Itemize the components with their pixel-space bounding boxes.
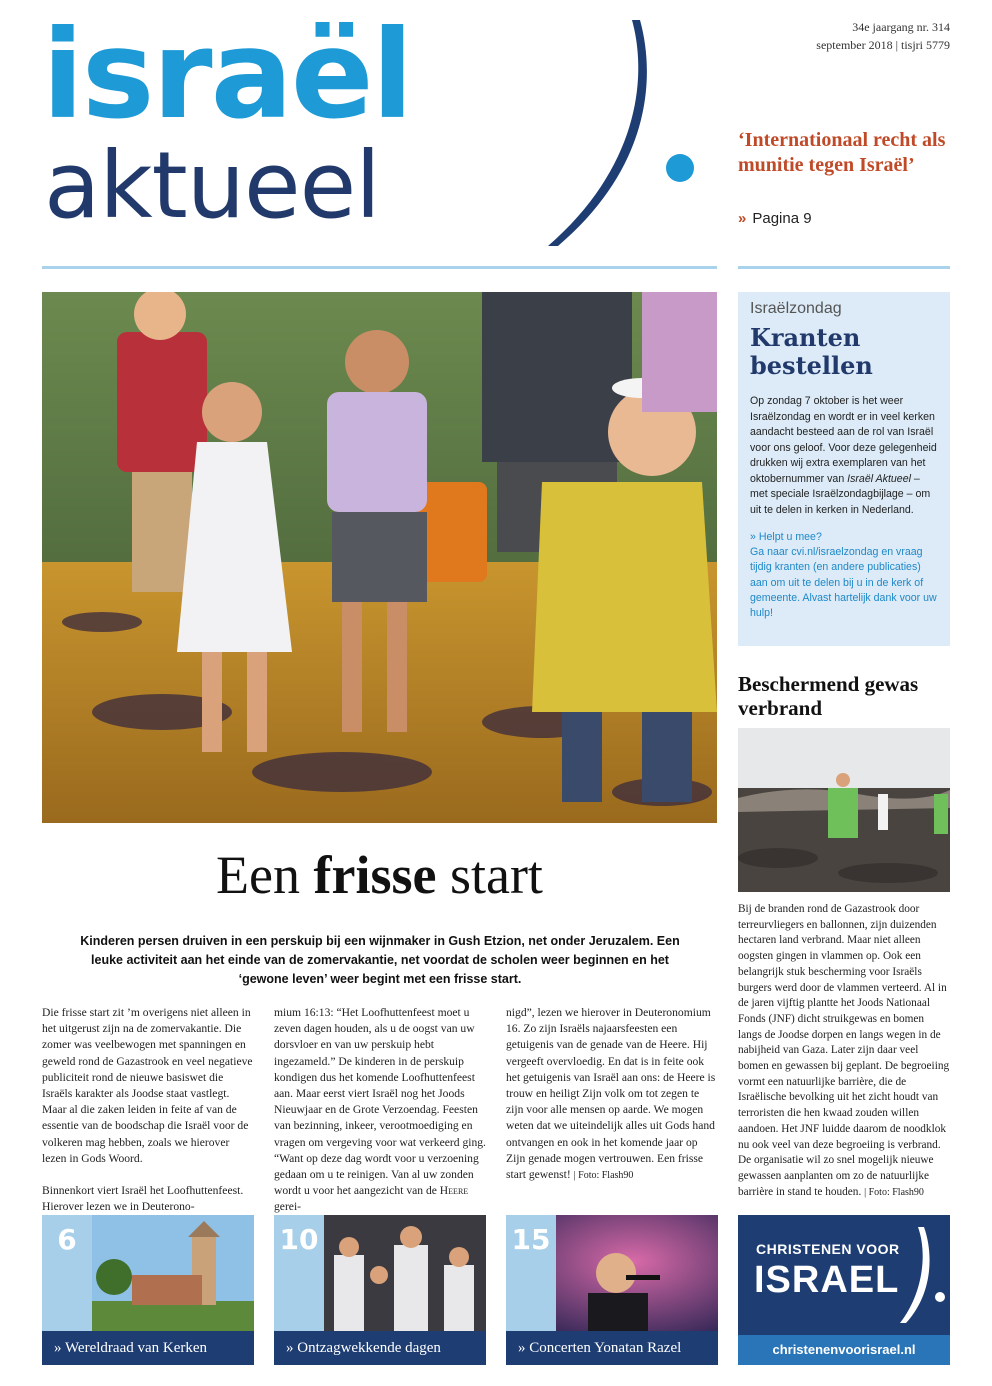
chevron-right-icon: » — [738, 210, 747, 227]
logo-swoosh-mark — [540, 18, 700, 250]
issue-date: september 2018 | tisjri 5779 — [816, 38, 950, 52]
sidebar-cta-heading: » Helpt u mee? — [750, 531, 822, 543]
teaser-page-label: Pagina 9 — [752, 210, 812, 227]
sidebar-article-body: Bij de branden rond de Gazastrook door terreurvliegers en ballonnen, zijn duizenden hectaren land verbrand. Maar niet alleen oogsten gingen in vlammen op. Ook een belangrijk stuk bescherming voor Israëls burgers werd door de vlammen verteerd. Al in de jaren vijftig plantte het Joods Nationaal Fonds (JNF) dicht struikgewas en bomen langs de Joodse dorpen en langs wegen in de nabijheid van Gaza. Later zijn daar veel bomen en gewassen bij geplant. De begroeiing vormt een natuurlijke barrière, die de Israëlische bevolking uit het zicht houdt van terroristen die hen kwaad zouden willen aandoen. Het JNF luidde daarom de noodklok nu ook veel van deze begroeiing is verbrand. De organisatie wil zo snel mogelijk nieuwe gewassen aanplanten om zo de natuurlijke barrière in stand te houden. — [738, 903, 950, 1198]
issue-volume: 34e jaargang nr. 314 — [852, 20, 950, 34]
sidebar-body-italic: Israël Aktueel — [847, 472, 911, 485]
sidebar-body — [750, 394, 938, 518]
main-photo-children-grapes — [42, 292, 717, 823]
photo-credit: | Foto: Flash90 — [573, 1170, 634, 1182]
logo-aktueel: aktueel — [44, 132, 380, 239]
sidebar-article-title: Beschermend gewas verbrand — [738, 672, 919, 720]
sidebar-kicker: Israëlzondag — [750, 300, 842, 317]
col1-paragraph-2: Binnenkort viert Israël het Loofhuttenfeest. Hierover lezen we in Deuterono- — [42, 1184, 244, 1214]
main-headline — [42, 843, 717, 907]
tile-label: » Concerten Yonatan Razel — [506, 1331, 718, 1365]
col2-text-pre: mium 16:13: “Het Loofhuttenfeest moet u zeven dagen houden, als u de oogst van uw dorsvloer en van uw perskuip hebt ingezameld.” De kinderen in de perskuip kondigen dus het komende Loofhuttenfeest aan. Maar eerst viert Israël nog het Joods Nieuwjaar en de Grote Verzoendag. Feesten van bezinning, inkeer, verootmoediging en vragen om vergeving voor wat verkeerd ging. “Want op deze dag wordt voor u verzoening gedaan om u te reinigen. Van al uw zonden wordt u voor het aangezicht van de — [274, 1006, 486, 1198]
tile-page-number: 10 — [274, 1215, 324, 1331]
col2-paragraph — [274, 1005, 486, 1216]
cvi-website-link[interactable]: christenenvoorisrael.nl — [738, 1335, 950, 1365]
headline-bold: frisse — [313, 845, 437, 905]
cvi-logo-small: CHRISTENEN VOOR — [756, 1241, 900, 1257]
sidebar-body-post: – met speciale Israëlzondagbijlage – om uit te delen in kerken in Nederland. — [750, 472, 931, 516]
sidebar-article-text — [738, 902, 950, 1200]
tile-label: » Wereldraad van Kerken — [42, 1331, 254, 1365]
sidebar-title: Kranten bestellen — [750, 323, 873, 380]
sidebar-israelzondag-box — [738, 292, 950, 646]
body-column-2 — [274, 1005, 486, 1216]
tile-concerten[interactable] — [506, 1215, 718, 1365]
tile-page-number: 6 — [42, 1215, 92, 1331]
sidebar-cta[interactable] — [750, 530, 938, 621]
logo-israel: israël — [42, 4, 412, 146]
masthead-rule-right — [738, 266, 950, 269]
tile-page-number: 15 — [506, 1215, 556, 1331]
cvi-ad-block[interactable] — [738, 1215, 950, 1365]
sidebar-photo-burnt-field — [738, 728, 950, 892]
cvi-logo-big: ISRAEL — [754, 1259, 900, 1301]
col2-smallcaps: Heere — [439, 1184, 469, 1198]
issue-info — [816, 18, 950, 54]
col1-paragraph-1: Die frisse start zit ’m overigens niet alleen in het uitgerust zijn na de zomervakantie. Die zomer was veelbewogen met spanningen en geweld rond de Gazastrook en veel negatieve publiciteit rond de nieuwe basiswet die Israëls karakter als Joodse staat vastlegt. Maar al die zaken leiden in feite af van de essentie van de boodschap die Israël voor de volkeren mag hebben, zoals we hierover lezen in Gods Woord. — [42, 1006, 253, 1165]
col2-text-post: gerei- — [274, 1200, 302, 1214]
sidebar-body-pre: Op zondag 7 oktober is het weer Israëlzondag en wordt er in veel kerken aandacht besteed aan de rol van Israël voor ons geloof. Voor deze gelegenheid drukken wij extra exemplaren van het oktobernummer van — [750, 395, 937, 485]
masthead-rule-left — [42, 266, 717, 269]
body-column-1 — [42, 1005, 254, 1215]
teaser-page-link[interactable] — [738, 210, 812, 227]
sidebar-photo-credit: | Foto: Flash90 — [864, 1186, 924, 1198]
teaser-headline[interactable]: ‘Internationaal recht als munitie tegen Israël’ — [738, 129, 946, 176]
col3-paragraph — [506, 1005, 718, 1184]
sidebar-cta-body: Ga naar cvi.nl/israelzondag en vraag tijdig kranten (en andere publicaties) aan om uit te delen bij u in de kerk of gemeente. Alvast hartelijk dank voor uw hulp! — [750, 546, 937, 620]
headline-part-1: Een — [216, 845, 314, 905]
headline-part-3: start — [436, 845, 543, 905]
tile-ontzagwekkende[interactable] — [274, 1215, 486, 1365]
lede-caption: Kinderen persen druiven in een perskuip bij een wijnmaker in Gush Etzion, net onder Jeruzalem. Een leuke activiteit aan het einde van de zomervakantie, net voordat de scholen weer beginnen en het ‘gewone leven’ weer begint met een frisse start. — [80, 934, 680, 986]
body-column-3 — [506, 1005, 718, 1184]
col3-text: nigd”, lezen we hierover in Deuteronomium 16. Zo zijn Israëls najaarsfeesten een getuigenis van de genade van de Heere. Hij vergeeft overvloedig. En dat is in feite ook het getuigenis van Israël aan ons: de Heere is trouw en heiligt Zijn volk om tot zegen te zijn voor alle mensen op aarde. We mogen weten dat we uiteindelijk alles uit Gods hand ontvangen en ook in het komende jaar op Zijn genade mogen vertrouwen. Een frisse start gewenst! — [506, 1006, 716, 1182]
cvi-swoosh-icon — [898, 1225, 948, 1325]
tile-wereldraad[interactable] — [42, 1215, 254, 1365]
tile-label: » Ontzagwekkende dagen — [274, 1331, 486, 1365]
